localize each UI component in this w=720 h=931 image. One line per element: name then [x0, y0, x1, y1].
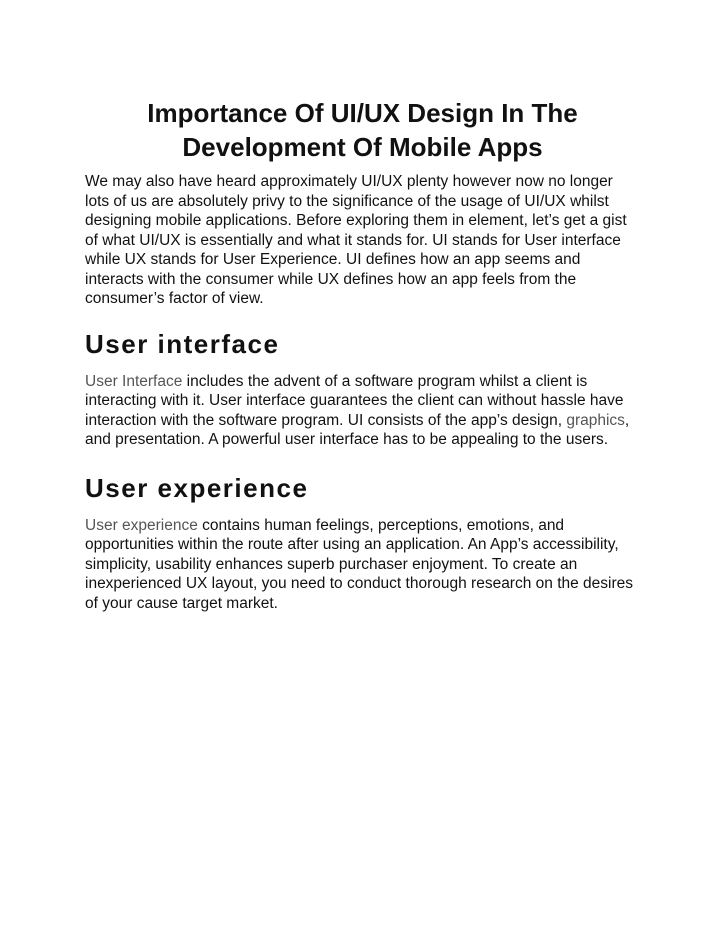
ui-text-part-2: , and presentation. A powerful user interface has to be appealing to the users. — [85, 411, 630, 448]
ux-paragraph — [85, 516, 640, 614]
user-interface-link[interactable]: User Interface — [85, 372, 183, 390]
title-line-1: Importance Of UI/UX Design In The — [147, 98, 578, 128]
intro-paragraph: We may also have heard approximately UI/UX plenty however now no longer lots of us are absolutely privy to the significance of the usage of UI/UX whilst designing mobile applications. Before exploring them in element, let’s get a gist of what UI/UX is essentially and what it stands for. UI stands for User interface while UX stands for User Experience. UI defines how an app seems and interacts with the consumer while UX defines how an app feels from the consumer’s factor of view. — [85, 173, 627, 307]
title-line-2: Development Of Mobile Apps — [182, 132, 543, 162]
page-title — [85, 96, 640, 164]
ui-section-heading: User interface — [85, 328, 280, 359]
ux-section-heading: User experience — [85, 472, 309, 503]
ui-paragraph — [85, 372, 640, 450]
graphics-link[interactable]: graphics — [566, 411, 625, 429]
document-page — [85, 96, 640, 613]
user-experience-link[interactable]: User experience — [85, 516, 198, 534]
ux-text-part-1: contains human feelings, perceptions, emotions, and opportunities within the route after using an application. An App’s accessibility, simplicity, usability enhances superb purchaser enjoyment. To create an inexperienced UX layout, you need to conduct thorough research on the desires of your cause target market. — [85, 516, 634, 612]
ui-text-part-1: includes the advent of a software program whilst a client is interacting with it. User interface guarantees the client can without hassle have interaction with the software program. UI consists of the app’s design, — [85, 372, 624, 429]
